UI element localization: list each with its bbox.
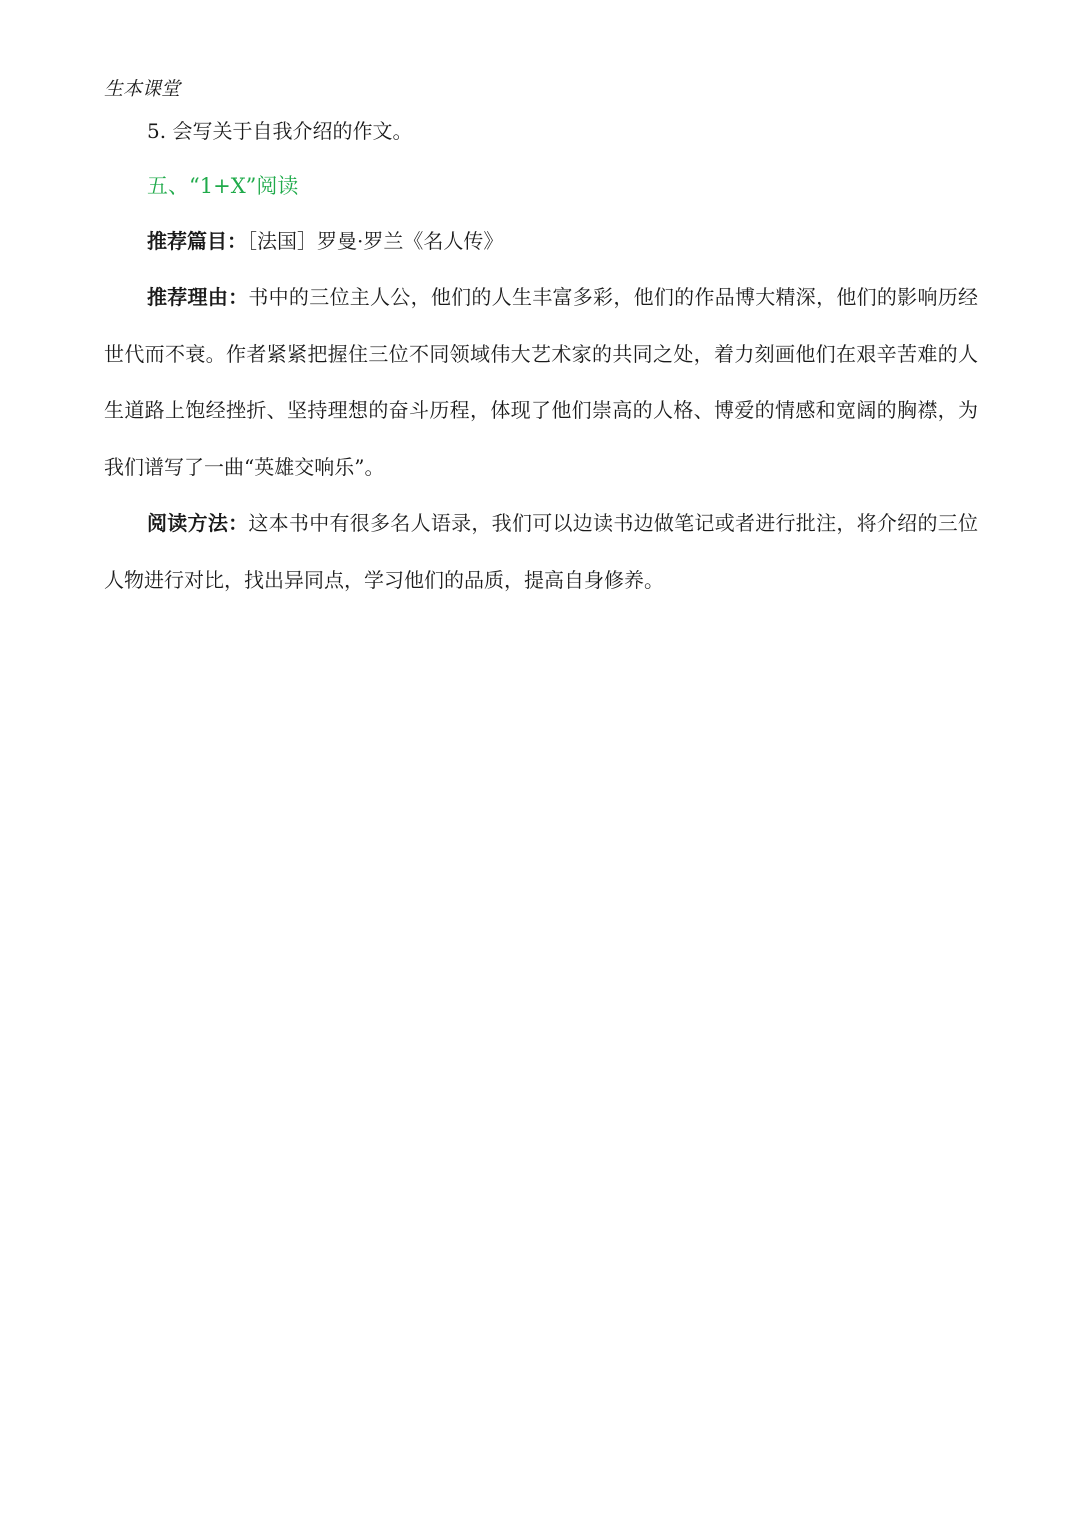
header-label: 生本课堂 (104, 78, 181, 100)
recommended-title-value: ［法国］罗曼·罗兰《名人传》 (247, 229, 504, 253)
recommended-title-label: 推荐篇目： (147, 229, 247, 253)
recommend-reason-text: 书中的三位主人公，他们的人生丰富多彩，他们的作品博大精深，他们的影响历经世代而不衰。作者紧紧把握住三位不同领域伟大艺术家的共同之处，着力刻画他们在艰辛苦难的人生道路上饱经挫折、坚持理想的奋斗历程，体现了他们崇高的人格、博爱的情感和宽阔的胸襟，为我们谱写了一曲“英雄交响乐”。 (104, 285, 978, 479)
recommend-reason-label: 推荐理由： (147, 285, 249, 309)
document-body (104, 116, 978, 608)
recommended-title (104, 226, 978, 256)
reading-method-paragraph (104, 495, 978, 608)
item-5: 5. 会写关于自我介绍的作文。 (147, 119, 413, 143)
reading-method-label: 阅读方法： (147, 511, 249, 535)
section-heading: 五、“1+X”阅读 (147, 174, 299, 198)
recommend-reason-paragraph (104, 269, 978, 495)
reading-method-text: 这本书中有很多名人语录，我们可以边读书边做笔记或者进行批注，将介绍的三位人物进行对比，找出异同点，学习他们的品质，提高自身修养。 (104, 511, 978, 592)
